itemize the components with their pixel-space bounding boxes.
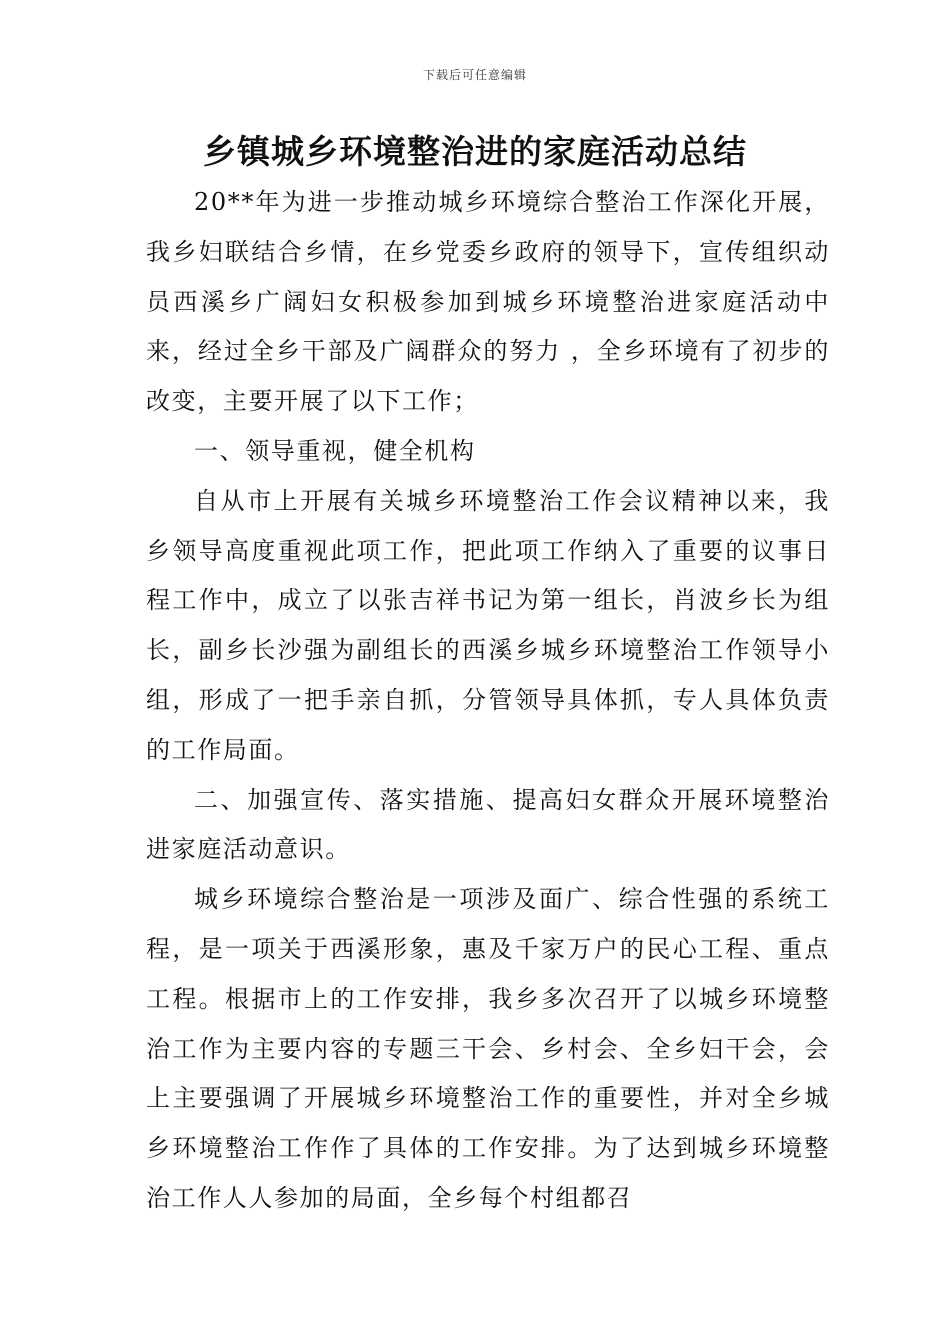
section-heading-2: 二、加强宣传、落实措施、提高妇女群众开展环境整治进家庭活动意识。	[146, 785, 830, 864]
section-heading-1: 一、领导重视，健全机构	[194, 436, 476, 465]
paragraph-intro: 20**年为进一步推动城乡环境综合整治工作深化开展，我乡妇联结合乡情，在乡党委乡政府的领导下，宣传组织动员西溪乡广阔妇女积极参加到城乡环境整治进家庭活动中来，经过全乡干部及广阔群众的努力 ，全乡环境有了初步的改变，主要开展了以下工作；	[146, 188, 830, 416]
paragraph-section-2: 城乡环境综合整治是一项涉及面广、综合性强的系统工程，是一项关于西溪形象，惠及千家万户的民心工程、重点工程。根据市上的工作安排，我乡多次召开了以城乡环境整治工作为主要内容的专题三干会、乡村会、全乡妇干会，会上主要强调了开展城乡环境整治工作的重要性，并对全乡城乡环境整治工作作了具体的工作安排。为了达到城乡环境整治工作人人参加的局面，全乡每个村组都召	[146, 885, 830, 1212]
document-body	[146, 178, 830, 1224]
paragraph-section-1: 自从市上开展有关城乡环境整治工作会议精神以来，我乡领导高度重视此项工作，把此项工作纳入了重要的议事日程工作中，成立了以张吉祥书记为第一组长，肖波乡长为组长，副乡长沙强为副组长的西溪乡城乡环境整治工作领导小组，形成了一把手亲自抓，分管领导具体抓，专人具体负责的工作局面。	[146, 486, 830, 764]
header-note: 下载后可任意编辑	[422, 68, 527, 82]
page-title: 乡镇城乡环境整治进的家庭活动总结	[203, 132, 747, 171]
